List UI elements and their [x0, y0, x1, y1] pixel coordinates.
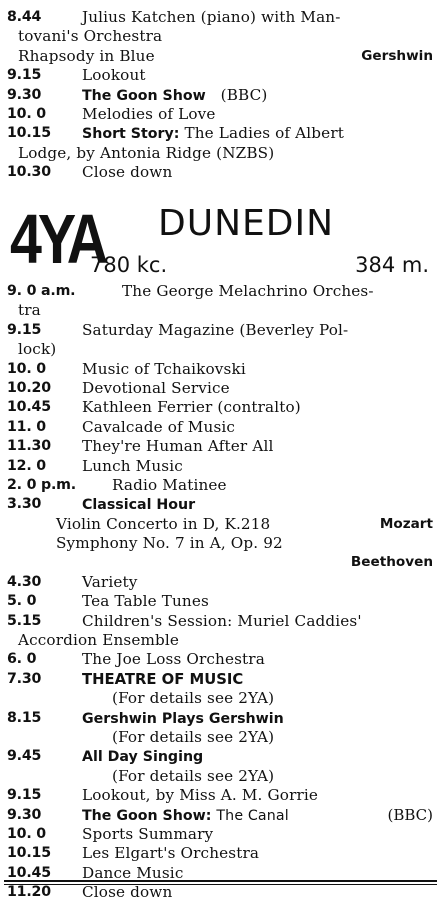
listing-time: 7.30: [7, 670, 42, 687]
previous-station-listings: [0, 8, 441, 183]
listing-text: Tea Table Tunes: [82, 592, 209, 611]
listing-time: 9.15: [7, 787, 42, 804]
listing-time: 10.20: [7, 379, 51, 396]
listing-time: 10.30: [7, 164, 51, 181]
listing-time: 9.45: [7, 748, 42, 765]
listing-row: [0, 844, 441, 863]
listing-row: [0, 8, 441, 27]
listing-text: lock): [18, 340, 57, 359]
listing-row: [0, 437, 441, 456]
listing-time: 10.45: [7, 399, 51, 416]
listing-text: Violin Concerto in D, K.218: [56, 514, 271, 533]
listing-row: [0, 515, 441, 534]
listing-time: 11.20: [7, 884, 51, 901]
listing-text: Kathleen Ferrier (contralto): [82, 398, 301, 417]
listing-continuation: [0, 27, 441, 46]
listing-row: [0, 883, 441, 902]
bottom-rule: [4, 880, 437, 882]
bottom-rule-thin: [4, 884, 437, 885]
listing-time: 9.15: [7, 67, 42, 84]
listing-row: [0, 786, 441, 805]
listing-row: [0, 163, 441, 182]
listing-row: [0, 418, 441, 437]
listing-row: [0, 650, 441, 669]
listing-note: (For details see 2YA): [112, 727, 275, 746]
listing-row: [0, 825, 441, 844]
listing-continuation: [0, 631, 441, 650]
listing-text: Rhapsody in Blue: [18, 46, 155, 65]
listing-row: [0, 321, 441, 340]
listing-time: 10.15: [7, 845, 51, 862]
listing-row: [0, 495, 441, 514]
listing-continuation: [0, 144, 441, 163]
station-wavelength: 384 m.: [355, 253, 429, 277]
listing-text: Sports Summary: [82, 824, 214, 843]
listing-time: 10.45: [7, 864, 51, 881]
listing-text: [82, 86, 267, 106]
station-listings: [0, 282, 441, 903]
composer: Gershwin: [361, 47, 433, 64]
listing-time: 9.15: [7, 321, 42, 338]
listing-text: The Joe Loss Orchestra: [82, 650, 265, 669]
listing-time: 5.15: [7, 612, 42, 629]
listing-note-row: [0, 728, 441, 747]
listing-row: [0, 747, 441, 766]
listing-text: [82, 495, 195, 515]
listing-text: Close down: [82, 163, 173, 182]
listing-row: [0, 86, 441, 105]
listing-time: 2. 0 p.m.: [7, 476, 76, 493]
listing-note: (For details see 2YA): [112, 766, 275, 785]
programme-title: Short Story:: [82, 126, 180, 143]
listing-row: [0, 670, 441, 689]
programme-title-text: Gershwin Plays Gershwin: [82, 710, 284, 727]
listing-text: The George Melachrino Orches-: [122, 282, 374, 300]
listing-row: [0, 592, 441, 611]
listing-time: 9.30: [7, 806, 42, 823]
listing-time: 3.30: [7, 496, 42, 513]
listing-time: 8.15: [7, 709, 42, 726]
listing-row: [0, 476, 441, 495]
listing-note-row: [0, 689, 441, 708]
listing-time: 11.30: [7, 438, 51, 455]
station-heading: [0, 196, 441, 280]
listing-text: Les Elgart's Orchestra: [82, 844, 260, 863]
programme-title: The Goon Show:: [82, 807, 212, 824]
programme-title: [82, 670, 243, 689]
listing-text: Lookout: [82, 66, 146, 85]
listing-note-row: [0, 767, 441, 786]
listing-text: Devotional Service: [82, 378, 230, 397]
listing-time: 10.15: [7, 125, 51, 142]
listing-note: (For details see 2YA): [112, 689, 275, 708]
listing-row: [0, 806, 441, 825]
programme-title-text: THEATRE OF MUSIC: [82, 670, 244, 688]
listing-note: The Canal: [216, 807, 289, 824]
listing-text: [82, 124, 344, 144]
listing-row: [0, 573, 441, 592]
listing-time: 9.30: [7, 86, 42, 103]
listing-text: Dance Music: [82, 863, 184, 882]
composer: Beethoven: [350, 554, 433, 571]
composer: Mozart: [379, 515, 433, 532]
listing-tail: (BBC): [387, 805, 433, 824]
listing-row: [0, 398, 441, 417]
listing-text: Cavalcade of Music: [82, 417, 236, 436]
listing-text: Music of Tchaikovski: [82, 359, 246, 378]
listing-text: Variety: [82, 572, 138, 591]
listing-row: [0, 47, 441, 66]
listing-text: Melodies of Love: [82, 104, 216, 123]
listing-time: 12. 0: [7, 457, 46, 474]
listing-row: [0, 124, 441, 143]
listing-time: 8.44: [7, 9, 42, 25]
listing-row: [0, 360, 441, 379]
station-city: DUNEDIN: [158, 203, 335, 244]
listing-text: tra: [18, 301, 41, 320]
programme-title-text: All Day Singing: [82, 749, 204, 766]
listing-text: Saturday Magazine (Beverley Pol-: [82, 320, 349, 339]
listing-text: Children's Session: Muriel Caddies': [82, 611, 362, 630]
listing-row: [0, 612, 441, 631]
listing-time: 10. 0: [7, 825, 46, 842]
listing-text: Lodge, by Antonia Ridge (NZBS): [18, 143, 275, 162]
programme-title: [82, 709, 284, 729]
listing-row: [0, 379, 441, 398]
listing-text: Accordion Ensemble: [18, 631, 180, 650]
programme-title: The Goon Show: [82, 87, 206, 104]
listing-text: Symphony No. 7 in A, Op. 92: [56, 534, 283, 553]
listing-time: 10. 0: [7, 360, 46, 377]
listing-row: [0, 66, 441, 85]
listing-row: [0, 709, 441, 728]
listing-text: Julius Katchen (piano) with Man-: [82, 8, 341, 26]
programme-title: Classical Hour: [82, 497, 196, 514]
listing-row: [0, 105, 441, 124]
listing-continuation: [0, 340, 441, 359]
station-frequency: 780 kc.: [90, 253, 168, 277]
station-logo: 4YA: [10, 200, 105, 278]
listing-text: Radio Matinee: [112, 475, 227, 494]
listing-time: 9. 0 a.m.: [7, 283, 76, 299]
listing-time: 11. 0: [7, 418, 46, 435]
listing-text: Lookout, by Miss A. M. Gorrie: [82, 786, 319, 805]
listing-row: [0, 457, 441, 476]
listing-row: [0, 282, 441, 301]
listing-time: 6. 0: [7, 651, 37, 668]
listing-time: 10. 0: [7, 105, 46, 122]
listing-text: Lunch Music: [82, 456, 183, 475]
listing-time: 5. 0: [7, 593, 37, 610]
listing-row: [0, 534, 441, 553]
listing-continuation: [0, 301, 441, 320]
listing-text: They're Human After All: [82, 437, 274, 456]
programme-title: [82, 747, 203, 767]
listing-time: 4.30: [7, 573, 42, 590]
listing-row: [0, 553, 441, 572]
listing-text: Close down: [82, 883, 173, 902]
listing-note: (BBC): [220, 85, 268, 104]
listing-text: [82, 806, 289, 826]
listing-text: tovani's Orchestra: [18, 27, 163, 46]
listing-note: The Ladies of Albert: [184, 124, 344, 143]
